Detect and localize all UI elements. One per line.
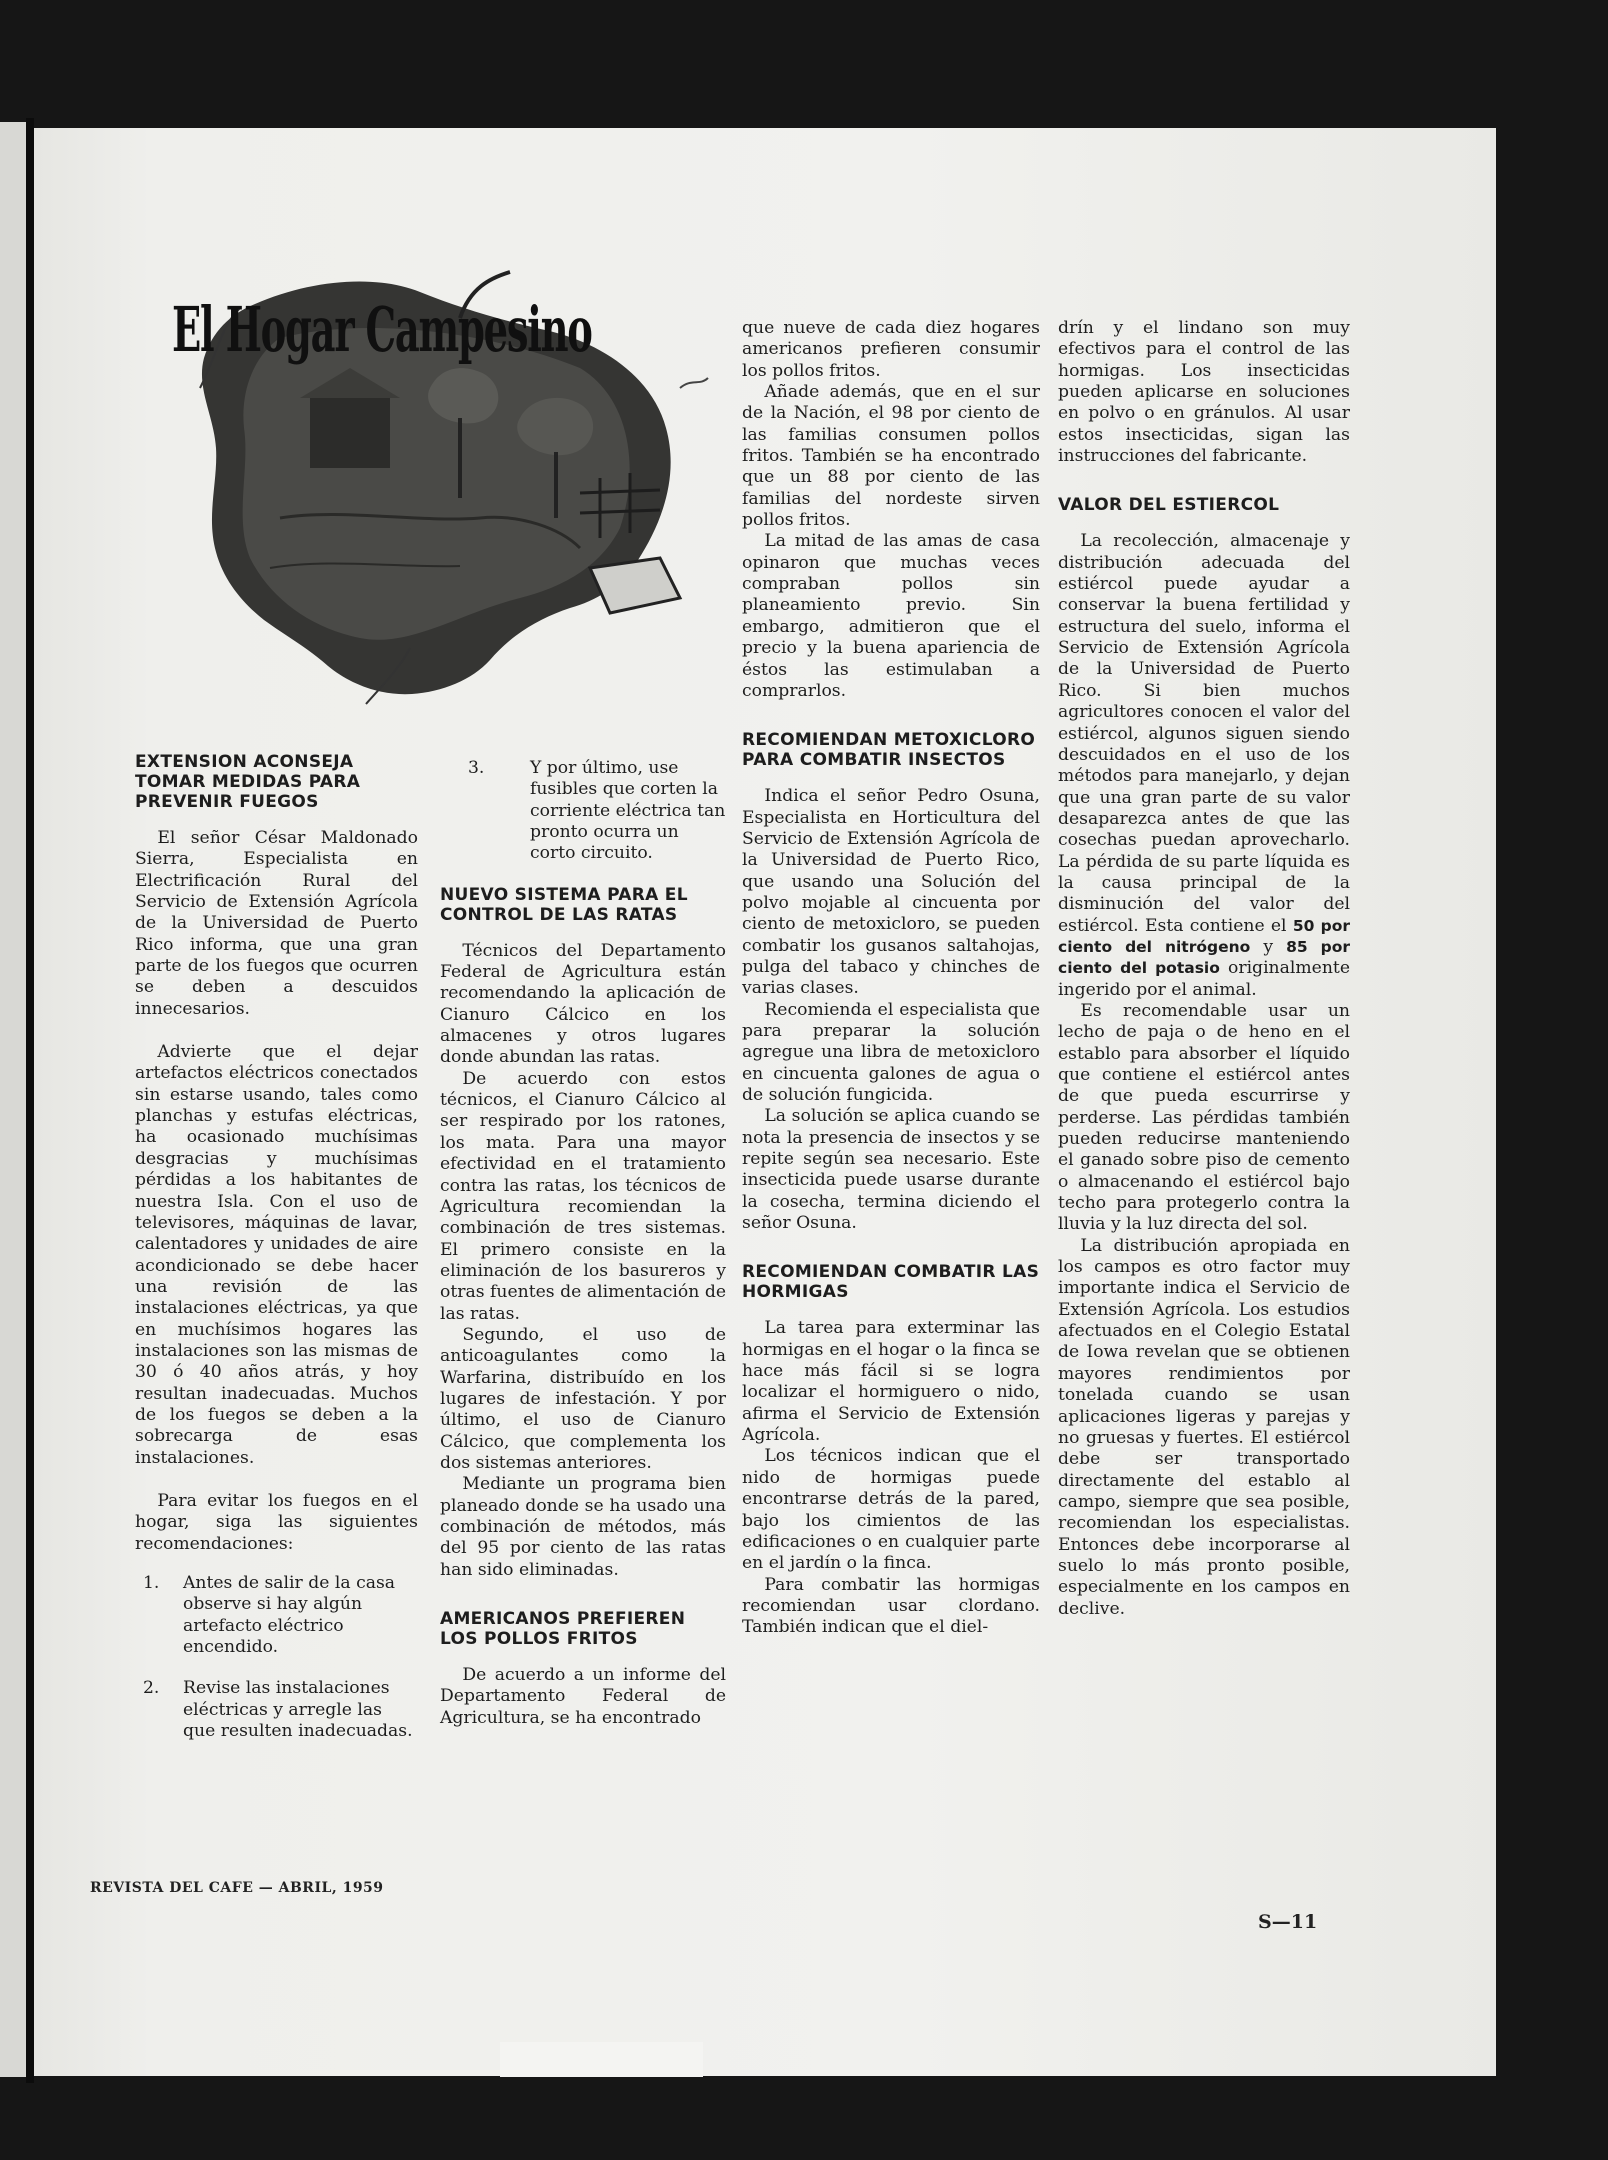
headline-hormigas: RECOMIENDAN COMBATIR LAS HORMIGAS: [742, 1262, 1040, 1303]
text-run: y: [1263, 936, 1274, 957]
paragraph: drín y el lindano son muy efectivos para el control de las hormigas. Los insecticidas pueden aplicarse en soluciones en polvo o en gránulos. Al usar estos insecticidas, sigan las instrucciones del fabricante.: [1058, 318, 1350, 467]
paragraph: Es recomendable usar un lecho de paja o de heno en el establo para absorber el líquido que contiene el estiércol antes de que pueda escurrirse y perderse. Las pérdidas también pueden reducirse manteniendo el ganado sobre piso de cemento o almacenando el estiércol bajo techo para protegerlo contra la lluvia y la luz directa del sol.: [1058, 1000, 1350, 1235]
paragraph: La mitad de las amas de casa opinaron que muchas veces compraban pollos sin planeamiento previo. Sin embargo, admitieron que el precio y la buena apariencia de éstos las estimulaban a comprarlos.: [742, 531, 1040, 701]
paper-slip: [500, 2042, 703, 2077]
column-1: [135, 752, 418, 1762]
paragraph: La solución se aplica cuando se nota la presencia de insectos y se repite según sea necesario. Este insecticida puede usarse durante la cosecha, termina diciendo el señor Osuna.: [742, 1106, 1040, 1234]
paragraph: Mediante un programa bien planeado donde se ha usado una combinación de métodos, más del 95 por ciento de las ratas han sido eliminadas.: [440, 1474, 726, 1580]
text-run: originalmente ingerido por el animal.: [1058, 958, 1350, 1000]
banner-title: El Hogar Campesino: [172, 293, 592, 366]
column-2: [440, 758, 726, 1729]
list-text: Antes de salir de la casa observe si hay algún artefacto eléctrico encendido.: [183, 1573, 396, 1658]
column-4: [1058, 318, 1350, 1620]
recommendations-list-continued: [440, 758, 726, 865]
list-item: [440, 758, 726, 865]
list-number: 3.: [468, 758, 485, 778]
paragraph: Añade además, que en el sur de la Nación, el 98 por ciento de las familias consumen pollos fritos. También se ha encontrado que un 88 por ciento de las familias del nordeste sirven pollos fritos.: [742, 382, 1040, 531]
text-run: La recolección, almacenaje y distribución adecuada del estiércol puede ayudar a conservar la buena fertilidad y estructura del suelo, informa el Servicio de Extensión Agrícola de la Universidad de Puerto Rico. Si bien muchos agricultores conocen el valor del estiércol, algunos siguen siendo descuidados en el uso de los métodos para manejarlo, y dejan que una gran parte de su valor desaparezca antes de que las cosechas puedan aprovecharlo. La pérdida de su parte líquida es la causa principal de la disminución del valor del estiércol. Esta contiene el: [1058, 531, 1350, 936]
list-item: [135, 1573, 418, 1658]
bold-phrase: 50 por ciento del nitrógeno: [1058, 916, 1350, 956]
paragraph: Indica el señor Pedro Osuna, Especialista en Horticultura del Servicio de Extensión Agrícola de la Universidad de Puerto Rico, que usando una Solución del polvo mojable al cincuenta por ciento de metoxicloro, se pueden combatir los gusanos saltahojas, pulga del tabaco y chinches de varias clases.: [742, 786, 1040, 999]
headline-control-ratas: NUEVO SISTEMA PARA EL CONTROL DE LAS RATAS: [440, 884, 688, 925]
list-number: 2.: [143, 1678, 160, 1699]
paragraph: La tarea para exterminar las hormigas en el hogar o la finca se hace más fácil si se logra localizar el hormiguero o nido, afirma el Servicio de Extensión Agrícola.: [742, 1318, 1040, 1446]
paragraph: Para evitar los fuegos en el hogar, siga las siguientes recomendaciones:: [135, 1490, 418, 1554]
paragraph: Recomienda el especialista que para preparar la solución agregue una libra de metoxicloro en cincuenta galones de agua o de solución fungicida.: [742, 999, 1040, 1105]
bold-phrase: 85 por ciento del potasio: [1058, 937, 1350, 978]
binding-gap: [26, 118, 34, 2083]
paragraph: que nueve de cada diez hogares americanos prefieren consumir los pollos fritos.: [742, 318, 1040, 381]
paragraph: De acuerdo a un informe del Departamento Federal de Agricultura, se ha encontrado: [440, 1665, 726, 1728]
paragraph: Segundo, el uso de anticoagulantes como la Warfarina, distribuído en los lugares de infestación. Y por último, el uso de Cianuro Cálcico, que complementa los dos sistemas anteriores.: [440, 1324, 726, 1473]
column-3: [742, 318, 1040, 1639]
list-number: 1.: [143, 1573, 160, 1593]
paragraph: Los técnicos indican que el nido de hormigas puede encontrarse detrás de la pared, bajo los cimientos de las edificaciones o en cualquier parte en el jardín o la finca.: [742, 1446, 1040, 1574]
list-item: [135, 1678, 418, 1742]
list-text: Y por último, use fusibles que corten la corriente eléctrica tan pronto ocurra un corto circuito.: [530, 758, 726, 864]
headline-pollos-fritos: AMERICANOS PREFIEREN LOS POLLOS FRITOS: [440, 1609, 686, 1650]
page-number: S—11: [1258, 1911, 1318, 1933]
headline-metoxicloro: RECOMIENDAN METOXICLORO PARA COMBATIR INSECTOS: [742, 730, 1036, 771]
paragraph: La distribución apropiada en los campos es otro factor muy importante indica el Servicio de Extensión Agrícola. Los estudios afectuados en el Colegio Estatal de Iowa revelan que se obtienen mayores rendimientos por tonelada cuando se usan aplicaciones ligeras y parejas y no gruesas y fuertes. El estiércol debe ser transportado directamente del establo al campo, siempre que sea posible, recomiendan los especialistas. Entonces debe incorporarse al suelo lo más pronto posible, especialmente en los campos en declive.: [1058, 1235, 1350, 1619]
recommendations-list: [135, 1573, 418, 1742]
footer-publication: REVISTA DEL CAFE — ABRIL, 1959: [90, 1880, 384, 1896]
headline-prevenir-fuegos: EXTENSION ACONSEJA TOMAR MEDIDAS PARA PREVENIR FUEGOS: [135, 752, 361, 812]
paragraph: Para combatir las hormigas recomiendan usar clordano. También indican que el diel-: [742, 1574, 1040, 1638]
headline-estiercol: VALOR DEL ESTIERCOL: [1058, 495, 1280, 516]
paragraph: [1058, 531, 1350, 1001]
list-text: Revise las instalaciones eléctricas y arregle las que resulten inadecuadas.: [183, 1678, 413, 1742]
paragraph: Técnicos del Departamento Federal de Agricultura están recomendando la aplicación de Cianuro Cálcico en los almacenes y otros lugares donde abundan las ratas.: [440, 940, 726, 1068]
paragraph: El señor César Maldonado Sierra, Especialista en Electrificación Rural del Servicio de Extensión Agrícola de la Universidad de Puerto Rico informa, que una gran parte de los fuegos que ocurren se deben a descuidos innecesarios.: [135, 828, 418, 1019]
paragraph: Advierte que el dejar artefactos eléctricos conectados sin estarse usando, tales como planchas y estufas eléctricas, ha ocasionado muchísimas desgracias y muchísimas pérdidas a los habitantes de nuestra Isla. Con el uso de televisores, máquinas de lavar, calentadores y unidades de aire acondicionado se debe hacer una revisión de las instalaciones eléctricas, ya que en muchísimos hogares las instalaciones son las mismas de 30 ó 40 años atrás, y hoy resultan inadecuadas. Muchos de los fuegos se deben a la sobrecarga de esas instalaciones.: [135, 1042, 418, 1468]
paragraph: De acuerdo con estos técnicos, el Cianuro Cálcico al ser respirado por los ratones, los mata. Para una mayor efectividad en el tratamiento contra las ratas, los técnicos de Agricultura recomiendan la combinación de tres sistemas. El primero consiste en la eliminación de los basureros y otras fuentes de alimentación de las ratas.: [440, 1068, 726, 1324]
left-page-edge: [0, 122, 26, 2077]
